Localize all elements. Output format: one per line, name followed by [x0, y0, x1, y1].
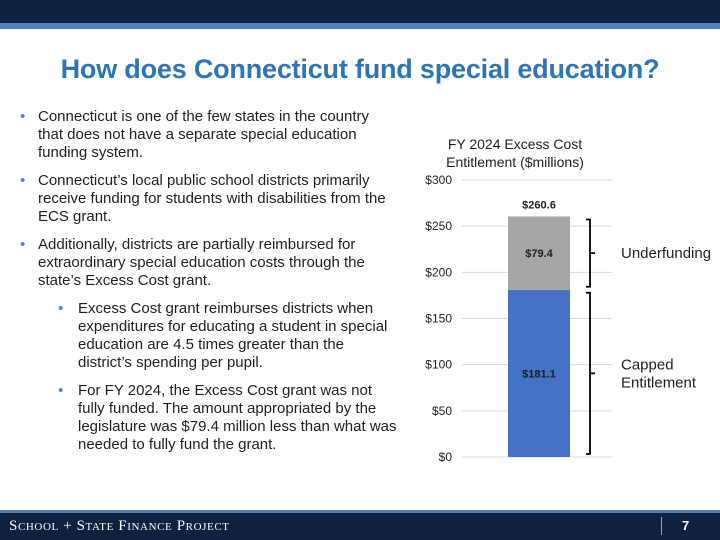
slide-title: How does Connecticut fund special education? — [60, 54, 660, 84]
bullet-icon: • — [20, 172, 26, 189]
total-label: $260.6 — [522, 199, 556, 212]
bullet-text: Additionally, districts are partially reimbursed for extraordinary special education costs through the state’s Excess Cost grant. — [38, 236, 365, 289]
annotation-label: Capped — [621, 356, 674, 374]
y-tick-label: $300 — [425, 173, 452, 187]
y-tick-label: $150 — [425, 311, 452, 326]
bullet-icon: • — [20, 236, 26, 253]
footer-divider — [661, 517, 662, 535]
footer-org-name: School + State Finance Project — [9, 518, 230, 534]
bracket-icon — [586, 293, 595, 454]
page-number: 7 — [682, 518, 690, 533]
y-tick-label: $0 — [438, 450, 452, 464]
y-tick-label: $50 — [431, 403, 452, 418]
y-tick-label: $200 — [425, 265, 452, 280]
bullet-icon: • — [20, 108, 26, 125]
bullet-icon: • — [58, 300, 64, 317]
bullet-text: Excess Cost grant reimburses districts when expenditures for educating a student in special education are 4.5 times greater than the district’s spending per pupil. — [78, 300, 388, 371]
y-tick-label: $250 — [425, 219, 452, 234]
chart-title-line: Entitlement ($millions) — [446, 154, 584, 170]
data-label: $79.4 — [525, 248, 553, 261]
y-tick-label: $100 — [425, 357, 452, 372]
bullet-text: For FY 2024, the Excess Cost grant was not fully funded. The amount appropriated by the legislature was $79.4 million less than what was needed to fully fund the grant. — [78, 382, 397, 453]
data-label: $181.1 — [522, 368, 556, 381]
bullet-text: Connecticut is one of the few states in the country that does not have a separate special education funding system. — [38, 108, 370, 161]
bracket-icon — [586, 219, 595, 286]
annotation-label: Underfunding — [621, 245, 712, 263]
bullet-icon: • — [58, 382, 64, 399]
bullet-text: Connecticut’s local public school districts primarily receive funding for students with disabilities from the ECS grant. — [38, 172, 386, 225]
annotation-label: Entitlement — [621, 374, 697, 392]
chart-title-line: FY 2024 Excess Cost — [447, 136, 583, 152]
